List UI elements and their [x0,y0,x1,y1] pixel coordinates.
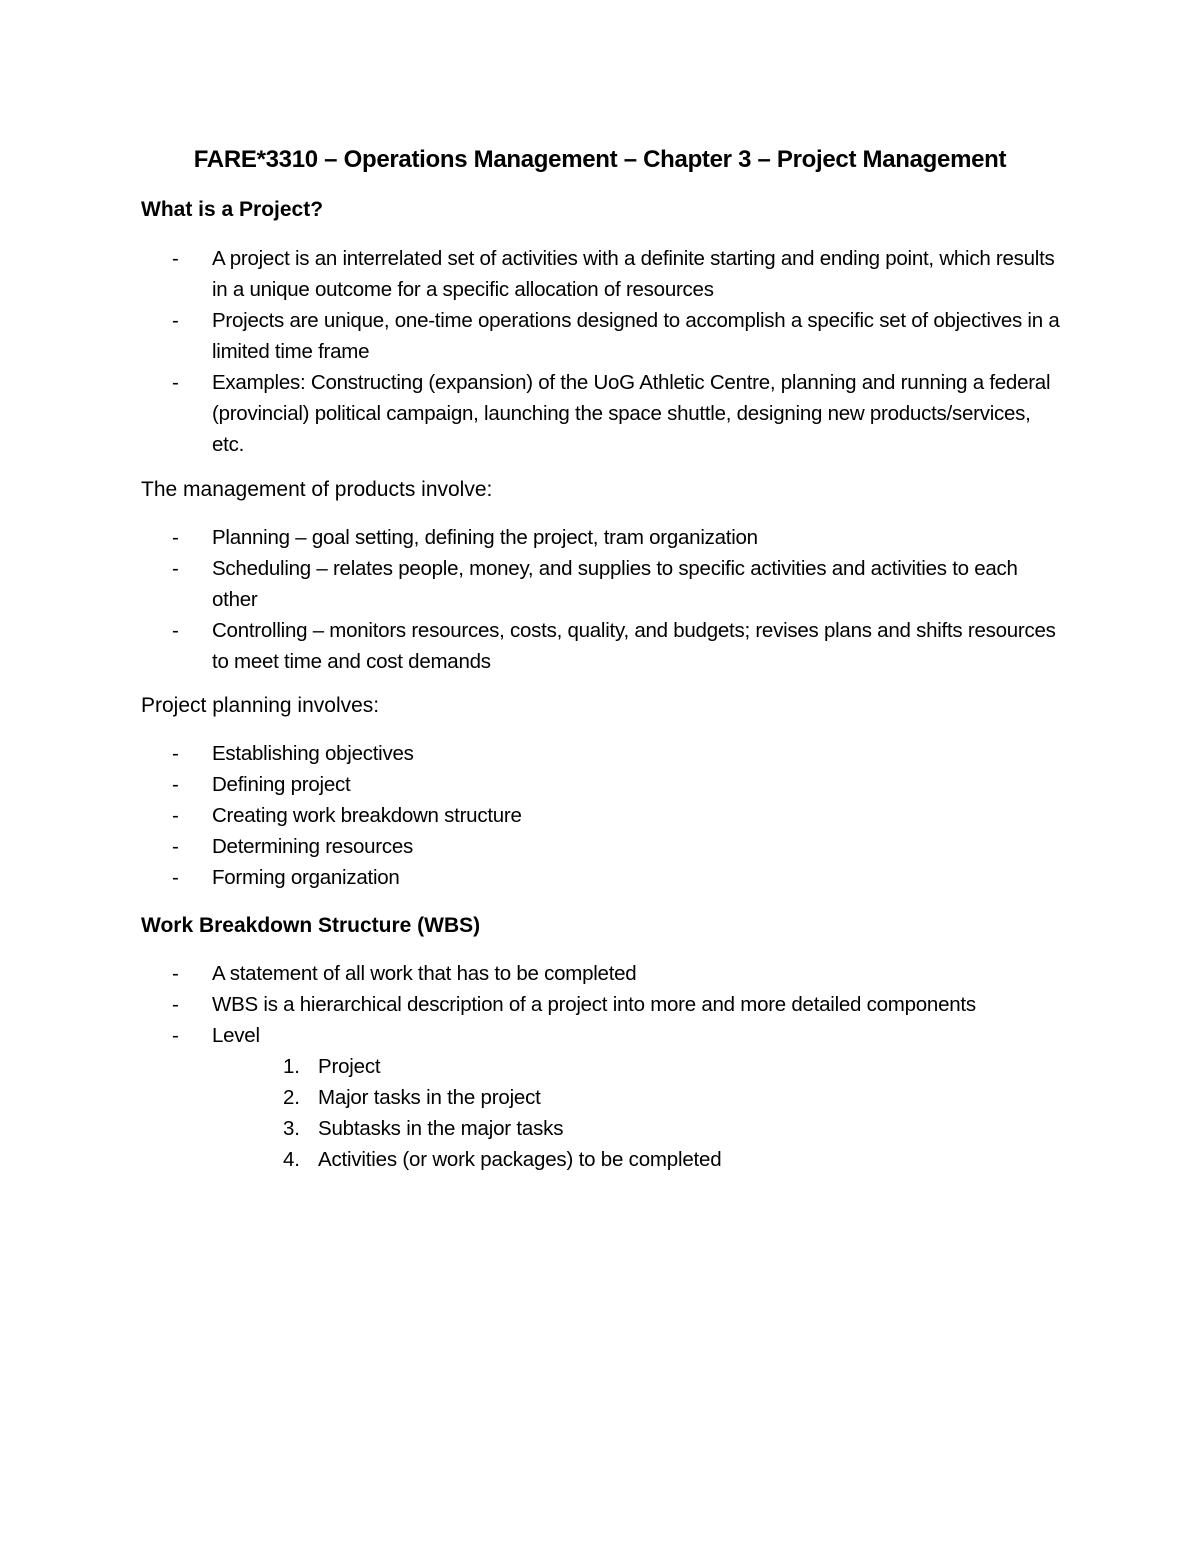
list-number: 4. [283,1148,300,1171]
list-item: 1. Project [283,1051,721,1082]
list-number: 3. [283,1117,300,1140]
bullet-dash: - [172,773,179,796]
management-intro: The management of products involve: [141,478,493,501]
bullet-dash: - [172,371,179,394]
bullet-dash: - [172,557,179,580]
list-item: - Controlling – monitors resources, costs, quality, and budgets; revises plans and shifts resources to meet time and cost demands [141,615,1061,677]
project-definition-list [141,243,1061,460]
list-item: - Forming organization [141,862,1061,893]
wbs-list [141,958,1061,1051]
management-list [141,522,1061,677]
list-item: - Determining resources [141,831,1061,862]
list-number: 1. [283,1055,300,1078]
wbs-levels-list [283,1051,721,1175]
bullet-dash: - [172,1024,179,1047]
list-number: 2. [283,1086,300,1109]
list-item: - Examples: Constructing (expansion) of the UoG Athletic Centre, planning and running a federal (provincial) political campaign, launching the space shuttle, designing new products/services, etc. [141,367,1061,460]
list-item: - Defining project [141,769,1061,800]
bullet-dash: - [172,619,179,642]
section-heading-what-is-project: What is a Project? [141,198,324,221]
list-item: 4. Activities (or work packages) to be completed [283,1144,721,1175]
bullet-dash: - [172,866,179,889]
list-item: - A statement of all work that has to be completed [141,958,1061,989]
list-item: - A project is an interrelated set of activities with a definite starting and ending point, which results in a unique outcome for a specific allocation of resources [141,243,1061,305]
list-item: - WBS is a hierarchical description of a project into more and more detailed components [141,989,1061,1020]
bullet-dash: - [172,247,179,270]
bullet-dash: - [172,309,179,332]
bullet-dash: - [172,993,179,1016]
list-item: - Establishing objectives [141,738,1061,769]
list-item: 3. Subtasks in the major tasks [283,1113,721,1144]
bullet-dash: - [172,742,179,765]
bullet-dash: - [172,526,179,549]
bullet-dash: - [172,962,179,985]
section-heading-wbs: Work Breakdown Structure (WBS) [141,914,481,937]
page-title: FARE*3310 – Operations Management – Chapter 3 – Project Management [193,146,1007,173]
bullet-dash: - [172,804,179,827]
list-item: 2. Major tasks in the project [283,1082,721,1113]
bullet-dash: - [172,835,179,858]
list-item: - Planning – goal setting, defining the project, tram organization [141,522,1061,553]
list-item: - Scheduling – relates people, money, and supplies to specific activities and activities to each other [141,553,1061,615]
planning-list [141,738,1061,893]
planning-intro: Project planning involves: [141,694,380,717]
list-item: - Projects are unique, one-time operations designed to accomplish a specific set of objectives in a limited time frame [141,305,1061,367]
list-item: - Creating work breakdown structure [141,800,1061,831]
list-item: - Level [141,1020,1061,1051]
